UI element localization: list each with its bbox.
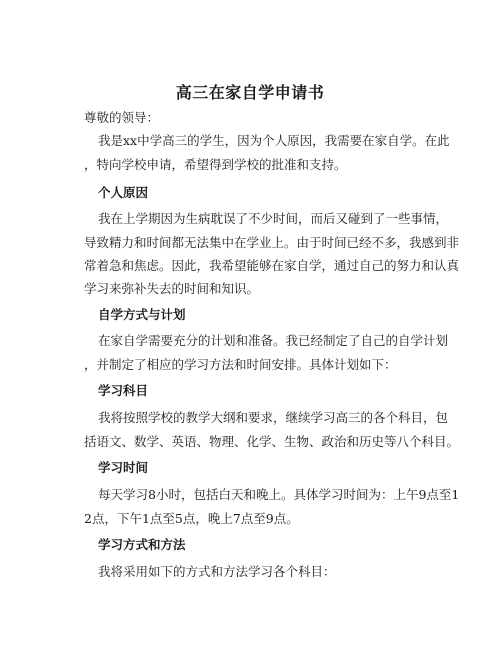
document-title: 高三在家自学申请书 <box>175 83 325 102</box>
section4-line-1: 每天学习8小时，包括白天和晚上。具体学习时间为：上午9点至1 <box>98 487 460 502</box>
greeting: 尊敬的领导： <box>84 110 160 125</box>
section1-line-4: 学习来弥补失去的时间和知识。 <box>84 281 260 296</box>
section1-line-3: 常着急和焦虑。因此，我希望能够在家自学，通过自己的努力和认真 <box>84 258 460 273</box>
section1-line-1: 我在上学期因为生病耽误了不少时间，而后又碰到了一些事情， <box>98 211 449 226</box>
section4-line-2: 2点，下午1点至5点，晚上7点至9点。 <box>84 511 299 526</box>
section-heading-study-time: 学习时间 <box>98 460 149 475</box>
intro-line-2: ，特向学校申请，希望得到学校的批准和支持。 <box>84 157 347 172</box>
section2-line-2: ，并制定了相应的学习方法和时间安排。具体计划如下： <box>84 357 397 372</box>
intro-line-1: 我是xx中学高三的学生，因为个人原因，我需要在家自学。在此 <box>98 133 450 148</box>
section5-line-1: 我将采用如下的方式和方法学习各个科目： <box>98 564 336 579</box>
section2-line-1: 在家自学需要充分的计划和准备。我已经制定了自己的自学计划 <box>98 333 449 348</box>
section-heading-subjects: 学习科目 <box>98 383 149 398</box>
section-heading-study-method-plan: 自学方式与计划 <box>98 307 186 322</box>
section1-line-2: 导致精力和时间都无法集中在学业上。由于时间已经不多，我感到非 <box>84 235 460 250</box>
section3-line-2: 括语文、数学、英语、物理、化学、生物、政治和历史等八个科目。 <box>84 434 460 449</box>
section-heading-study-approach: 学习方式和方法 <box>98 537 186 552</box>
section-heading-personal-reason: 个人原因 <box>98 185 149 200</box>
section3-line-1: 我将按照学校的教学大纲和要求，继续学习高三的各个科目，包 <box>98 410 449 425</box>
